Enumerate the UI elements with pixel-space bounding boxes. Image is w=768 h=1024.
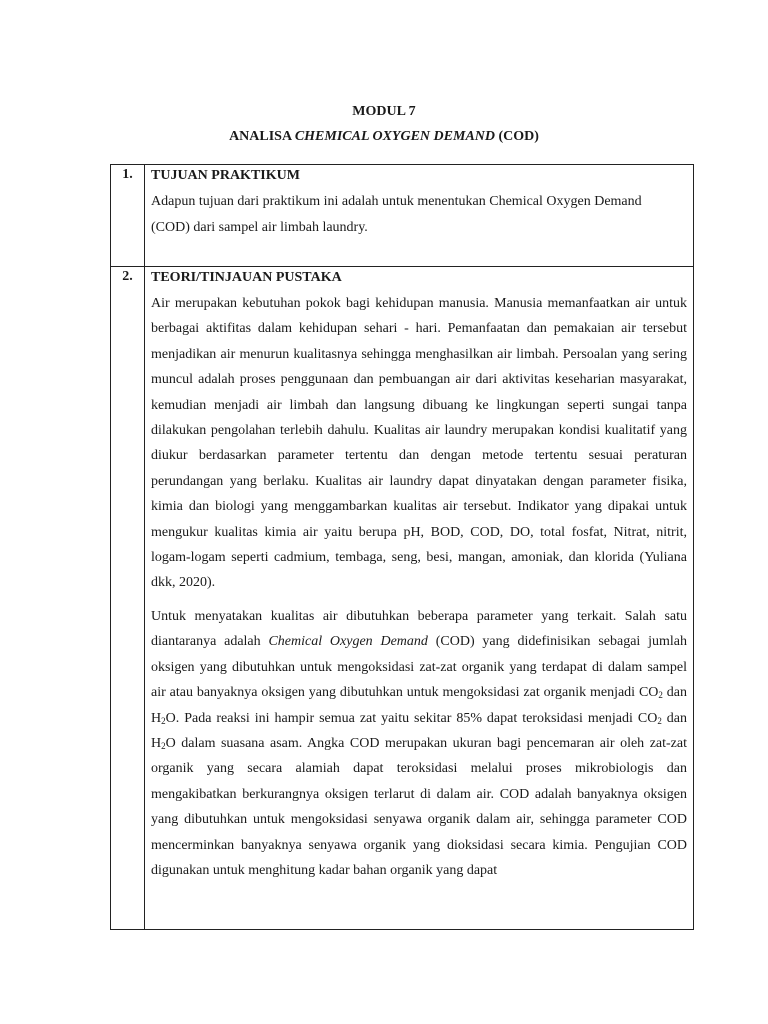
section-body bbox=[145, 165, 694, 267]
section-number: 1. bbox=[111, 165, 145, 267]
subscript: 2 bbox=[657, 715, 662, 726]
table-row-teori bbox=[111, 267, 694, 930]
para2-italic: Chemical Oxygen Demand bbox=[268, 634, 428, 650]
section-heading: TUJUAN PRAKTIKUM bbox=[151, 168, 300, 183]
subscript: 2 bbox=[658, 690, 663, 701]
subtitle-italic: CHEMICAL OXYGEN DEMAND bbox=[294, 129, 495, 144]
paragraph-2 bbox=[151, 604, 687, 883]
para2-text: Untuk menyatakan kualitas air dibutuhkan beberapa parameter yang terkait. Salah satu diantaranya adalah bbox=[151, 608, 687, 650]
table-row-tujuan bbox=[111, 165, 694, 267]
section-text-line: (COD) dari sampel air limbah laundry. bbox=[151, 220, 368, 235]
document-subtitle bbox=[0, 129, 768, 145]
para2-text: O. Pada reaksi ini hampir semua zat yaitu sekitar 85% dapat teroksidasi menjadi CO bbox=[165, 710, 658, 726]
subscript: 2 bbox=[161, 740, 166, 751]
module-table bbox=[110, 164, 694, 930]
para2-text: dan H bbox=[151, 685, 687, 726]
section-text-line: Adapun tujuan dari praktikum ini adalah untuk menentukan Chemical Oxygen Demand bbox=[151, 194, 642, 209]
module-title: MODUL 7 bbox=[352, 104, 416, 119]
paragraph-1: Air merupakan kebutuhan pokok bagi kehidupan manusia. Manusia memanfaatkan air untuk berbagai aktifitas dalam kehidupan sehari - hari. Pemanfaatan dan pemakaian air tersebut menjadikan air menurun kualitasnya sehingga menghasilkan air limbah. Persoalan yang sering muncul adalah proses penggunaan dan pembuangan air dari aktivitas keseharian masyarakat, kemudian menjadi air limbah dan langsung dibuang ke lingkungan seperti sungai tanpa dilakukan pengolahan terlebih dahulu. Kualitas air laundry merupakan kondisi kualitatif yang diukur berdasarkan parameter tertentu dan dengan metode tertentu sesuai peraturan perundangan yang berlaku. Kualitas air laundry dapat dinyatakan dengan parameter fisika, kimia dan biologi yang menggambarkan kualitas air tersebut. Indikator yang dipakai untuk mengukur kualitas kimia air yaitu berupa pH, BOD, COD, DO, total fosfat, Nitrat, nitrit, logam-logam seperti cadmium, tembaga, seng, besi, mangan, amoniak, dan klorida (Yuliana dkk, 2020). bbox=[151, 296, 687, 591]
para2-text: (COD) yang didefinisikan sebagai jumlah oksigen yang dibutuhkan untuk mengoksidasi zat-zat organik yang terdapat di dalam sampel air atau banyaknya oksigen yang dibutuhkan untuk mengoksidasi zat organik menjadi CO bbox=[151, 634, 688, 701]
para2-text: O dalam suasana asam. Angka COD merupakan ukuran bagi pencemaran air oleh zat-zat organik yang secara alamiah dapat teroksidasi melalui proses mikrobiologis dan mengakibatkan berkurangnya oksigen terlarut di dalam air. COD adalah banyaknya oksigen yang dibutuhkan untuk mengoksidasi senyawa organik dalam air, sehingga parameter COD mencerminkan banyaknya senyawa organik yang dioksidasi secara kimia. Pengujian COD digunakan untuk menghitung kadar bahan organik yang dapat bbox=[151, 735, 687, 878]
section-heading: TEORI/TINJAUAN PUSTAKA bbox=[151, 270, 342, 285]
subtitle-suffix: (COD) bbox=[495, 129, 539, 144]
subscript: 2 bbox=[161, 715, 166, 726]
para2-text: dan H bbox=[151, 710, 687, 751]
section-number: 2. bbox=[111, 267, 145, 930]
section-body bbox=[145, 267, 694, 930]
subtitle-prefix: ANALISA bbox=[229, 129, 295, 144]
